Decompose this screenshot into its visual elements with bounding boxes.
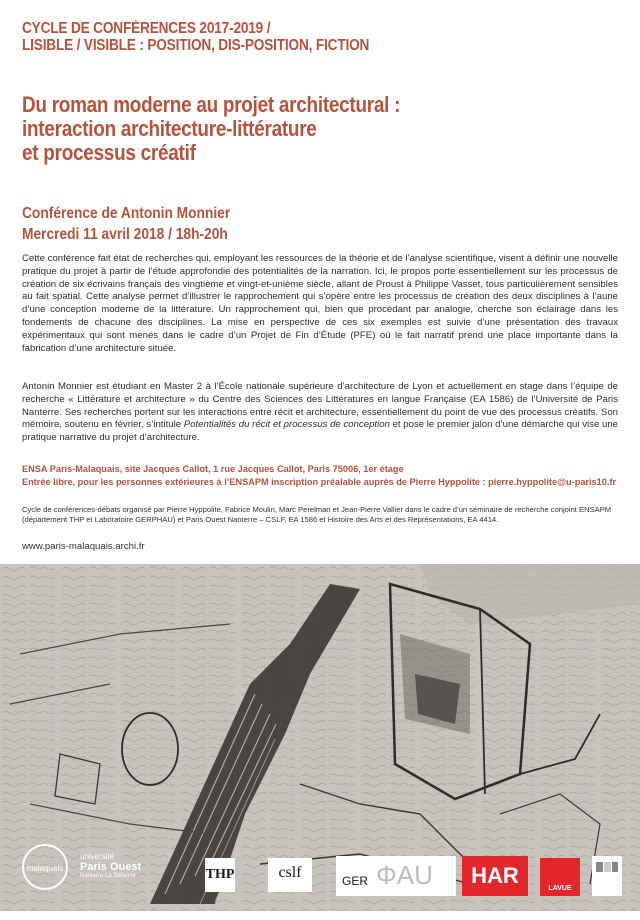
- website-link[interactable]: www.paris-malaquais.archi.fr: [22, 541, 145, 552]
- universite-paris-ouest-logo: [80, 852, 150, 888]
- har-logo: HAR: [462, 856, 528, 896]
- malaquais-logo: [20, 842, 70, 892]
- svg-text:malaquais: malaquais: [26, 864, 64, 873]
- ger-text: GER: [342, 874, 369, 888]
- thesis-title: Potentialités du récit et processus de conception: [183, 419, 390, 431]
- venue-info: [22, 463, 622, 489]
- conference-title: [22, 93, 555, 165]
- cycle-title: CYCLE DE CONFÉRENCES 2017-2019 /: [22, 20, 271, 37]
- title-line-2: interaction architecture-littérature: [22, 116, 317, 141]
- cslf-logo: cslf: [268, 858, 312, 892]
- cycle-subtitle: LISIBLE / VISIBLE : POSITION, DIS-POSITION, FICTION: [22, 37, 370, 54]
- bio-paragraph: [22, 381, 618, 445]
- bio-text-1: Antonin Monnier est étudiant en Master 2 à l’École nationale supérieure d’architecture de Lyon et actuellement en stage dans l’équipe de recherche « Littérature et architecture » du Centre des Sciences des Littératures en langue Française (EA 1586) de l’Université de Paris Nanterre. Ses recherches portent sur les interactions entre récit et architecture, essentiellement du point de vue des processus créatifs. Son mémoire, soutenu en février, s’intitule: [22, 381, 618, 431]
- title-line-3: et processus créatif: [22, 140, 196, 165]
- speaker-name: Conférence de Antonin Monnier: [22, 205, 231, 222]
- lavue-logo: LAVUE: [540, 858, 580, 896]
- univ-line-1: université: [80, 852, 115, 861]
- partner-logos: [0, 840, 640, 911]
- event-date: Mercredi 11 avril 2018 / 18h-20h: [22, 226, 228, 243]
- venue-address: ENSA Paris-Malaquais, site Jacques Callot, 1 rue Jacques Callot, Paris 75006, 1er étage: [22, 464, 404, 474]
- cycle-header: [22, 20, 550, 54]
- bio-text-2: et pose le premier jalon d’une démarche qui vise une pratique narrative du projet d’architecture.: [22, 419, 618, 444]
- abstract-paragraph: Cette conférence fait état de recherches qui, employant les ressources de la théorie et de l’analyse scientifique, visent à définir une nouvelle pratique du projet à partir de l’étude approfondie des potentialités de la narration. Ici, le propos porte essentiellement sur les processus de création de six écrivains français des vingtième et vingt-et-unième siècle, allant de Proust à Philippe Vasset, tous particulièrement sensibles au fait spatial. Cette analyse permet d’illustrer le rapprochement qui s’opère entre les processus de création des deux disciplines à l’aune d’une conception moderne de la littérature. Un rapprochement qui, bien que procédant par analogie, cherche son éclairage dans les fondements de chacune des disciplines. La mise en perspective de ces six exemples est suivie d’une présentation des travaux expérimentaux qui sont menés dans le cadre d’un Projet de Fin d’Étude (PFE) où le fait narratif prend une place importante dans la fabrication d’une architecture située.: [22, 253, 618, 354]
- phau-text: ΦAU: [376, 860, 433, 890]
- title-line-1: Du roman moderne au projet architectural :: [22, 92, 401, 117]
- republique-francaise-logo: [592, 856, 622, 896]
- organizers-note: Cycle de conférences-débats organisé par Pierre Hyppolite, Fabrice Moulin, Marc Perelman et Jean-Pierre Vallier dans le cadre d’un séminaire de recherche conjoint ENSAPM (département THP et Laboratoire GERPHAU) et Paris Ouest Nanterre – CSLF, EA 1586 et Histoire des Arts et des Représentations, EA 4414.: [22, 505, 612, 525]
- gerphau-logo: [336, 856, 456, 896]
- univ-line-2: Paris Ouest: [80, 861, 142, 873]
- univ-line-3: Nanterre La Défense: [80, 873, 136, 879]
- entry-info: Entrée libre, pour les personnes extérieures à l’ENSAPM inscription préalable auprès de Pierre Hyppolite : pierre.hyppolite@u-paris10.fr: [22, 477, 617, 487]
- speaker-block: [22, 203, 538, 245]
- thp-logo: THP: [205, 858, 235, 892]
